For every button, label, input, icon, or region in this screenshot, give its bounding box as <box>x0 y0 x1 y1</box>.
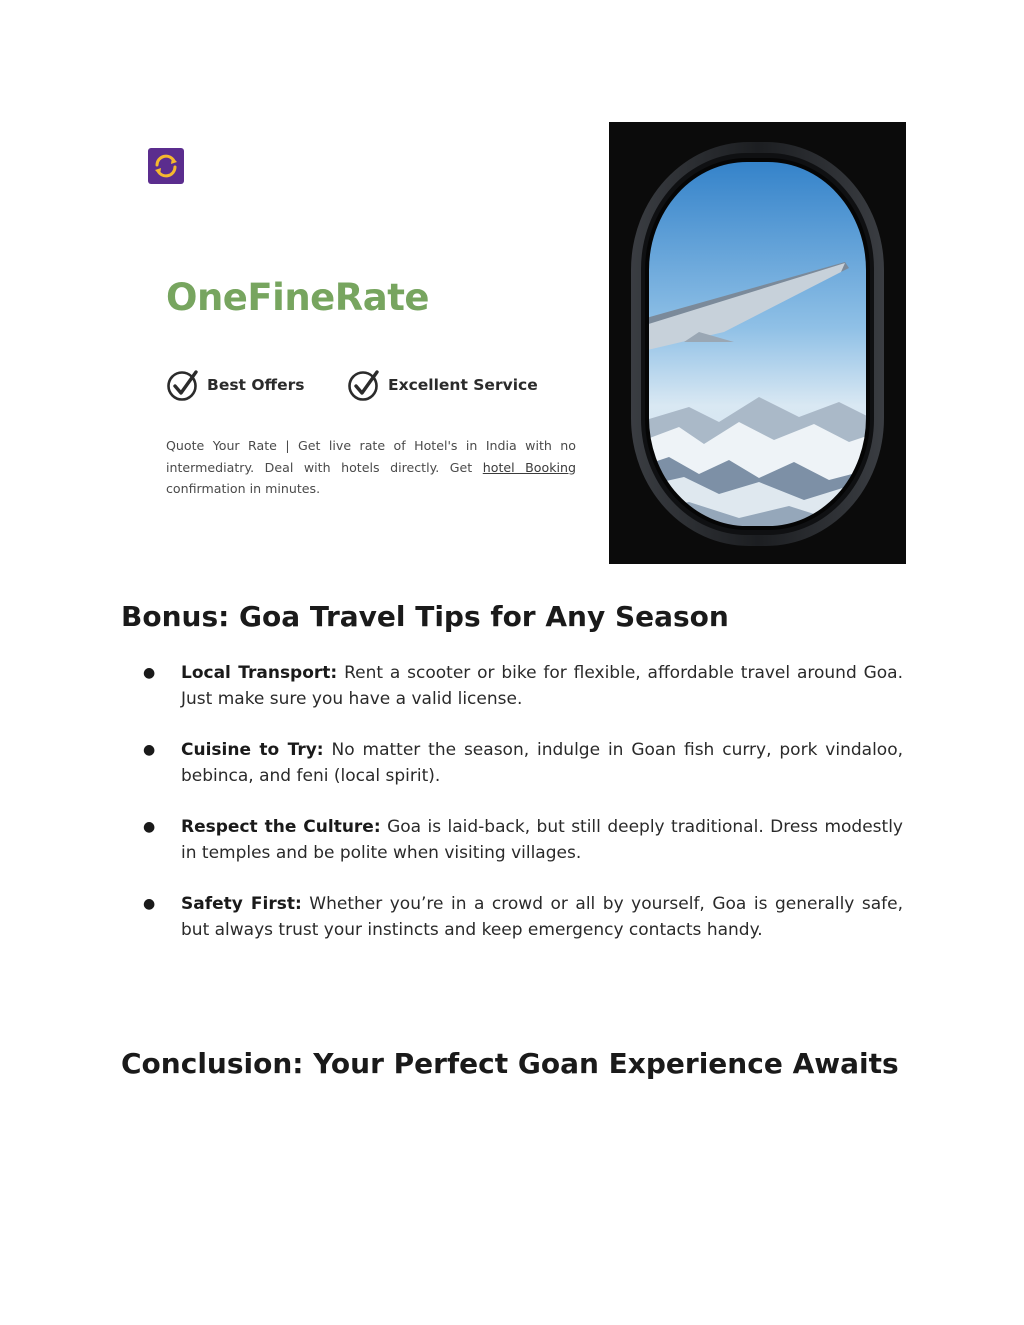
tip-text: Goa is laid-back, but still deeply traditional. Dress modestly in temples and be polite when visiting villages. <box>181 817 903 863</box>
bullet-icon: ● <box>143 742 156 758</box>
list-item <box>121 660 903 712</box>
tip-label: Cuisine to Try: <box>181 740 324 760</box>
bullet-icon: ● <box>143 665 156 681</box>
onefinerate-logo-icon <box>148 148 184 184</box>
feature-label: Excellent Service <box>388 376 538 394</box>
onefinerate-banner <box>148 122 906 564</box>
airplane-window-photo <box>609 122 906 564</box>
list-item <box>121 737 903 789</box>
list-item <box>121 814 903 866</box>
bullet-icon: ● <box>143 819 156 835</box>
tagline-text-end: confirmation in minutes. <box>166 481 321 496</box>
tip-text: Whether you’re in a crowd or all by yourself, Goa is generally safe, but always trust your instincts and keep emergency contacts handy. <box>181 894 904 940</box>
feature-label: Best Offers <box>207 376 305 394</box>
tip-label: Respect the Culture: <box>181 817 381 837</box>
tip-text: Rent a scooter or bike for flexible, affordable travel around Goa. Just make sure you have a valid license. <box>181 663 903 709</box>
tagline-text: Quote Your Rate | Get live rate of Hotel's in India with no intermediatry. Deal with hotels directly. Get <box>166 438 576 475</box>
bullet-icon: ● <box>143 896 156 912</box>
hotel-booking-link[interactable]: hotel Booking <box>482 459 576 475</box>
conclusion-heading: Conclusion: Your Perfect Goan Experience Awaits <box>121 1047 899 1080</box>
feature-best-offers <box>166 368 304 402</box>
bonus-heading: Bonus: Goa Travel Tips for Any Season <box>121 600 729 633</box>
list-item <box>121 891 903 943</box>
banner-tagline <box>166 435 576 500</box>
tip-label: Safety First: <box>181 894 302 914</box>
travel-tips-list <box>121 660 903 968</box>
check-circle-icon <box>347 368 381 402</box>
check-circle-icon <box>166 368 200 402</box>
feature-excellent-service <box>347 368 538 402</box>
brand-name: OneFineRate <box>166 276 430 319</box>
tip-text: No matter the season, indulge in Goan fish curry, pork vindaloo, bebinca, and feni (local spirit). <box>181 740 904 786</box>
tip-label: Local Transport: <box>181 663 338 683</box>
